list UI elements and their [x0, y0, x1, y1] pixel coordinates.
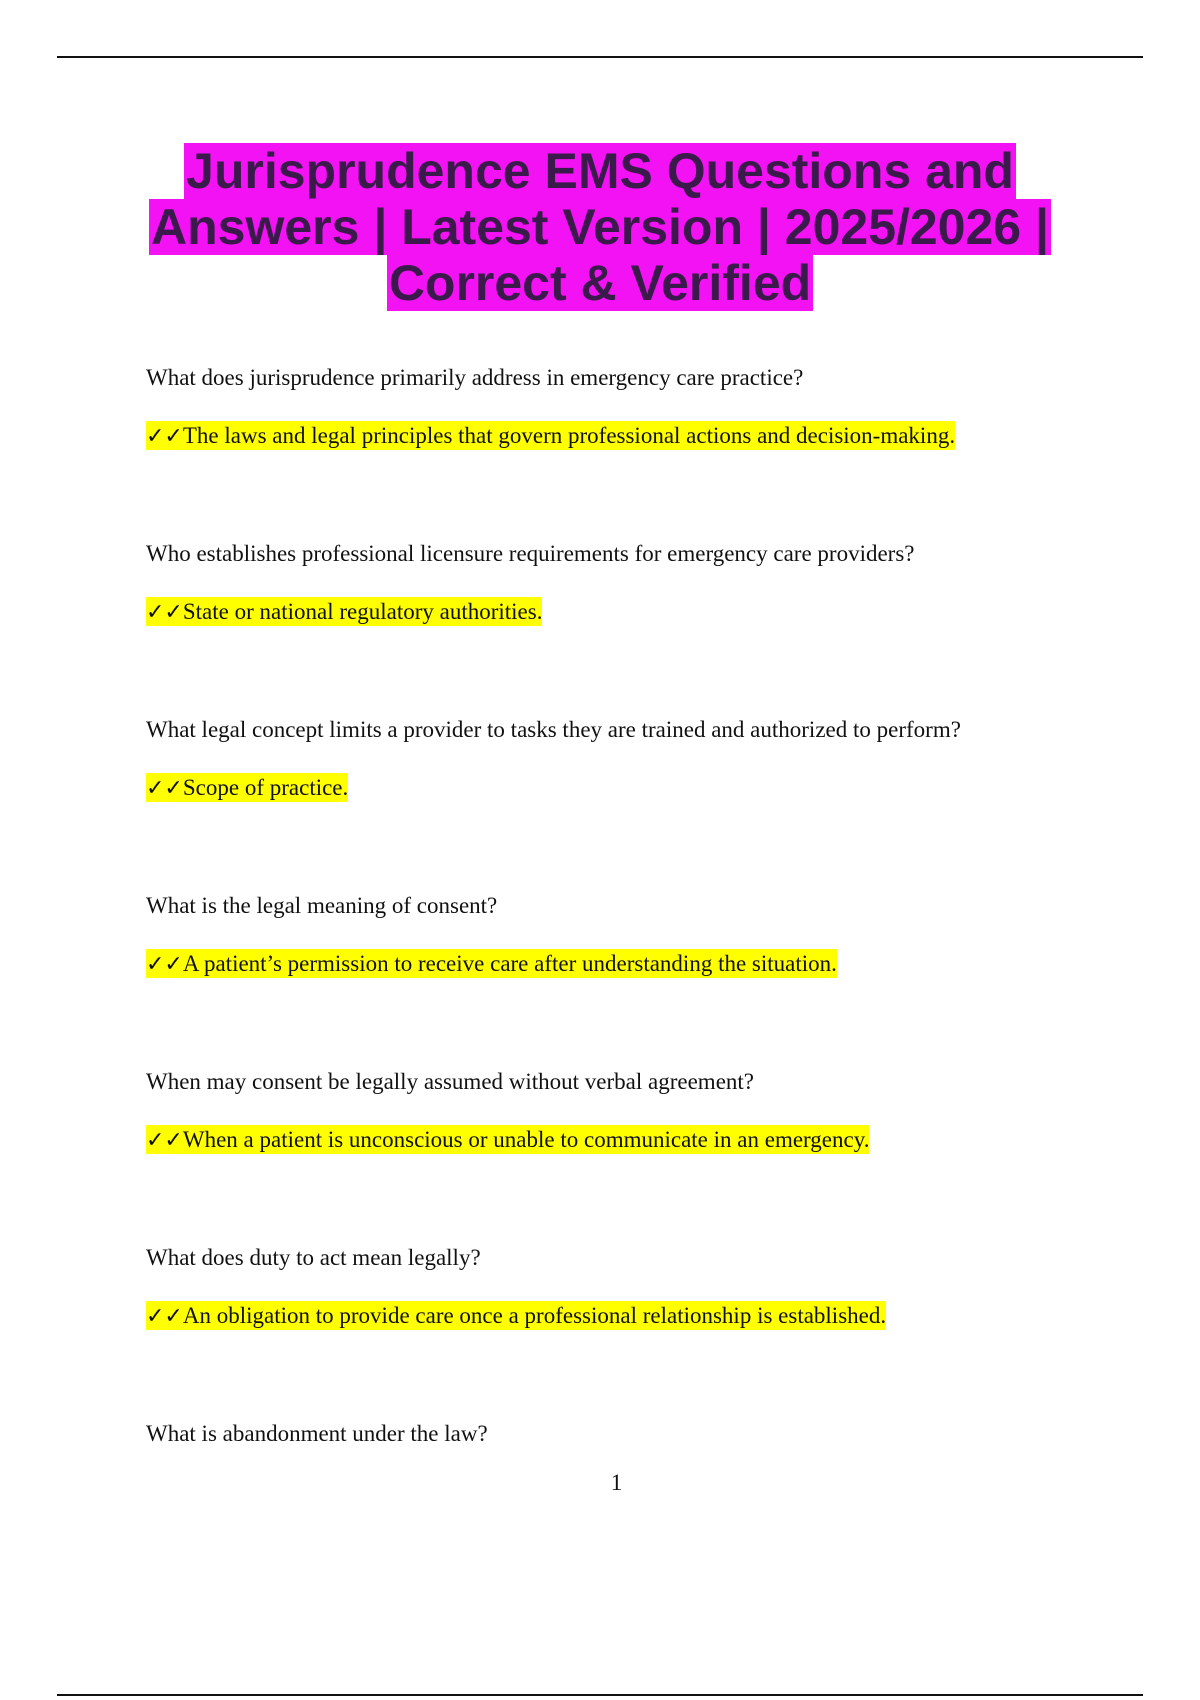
- top-rule: [57, 56, 1143, 58]
- qa-item: [146, 1242, 1096, 1418]
- checkmark-icon: ✓✓: [146, 600, 183, 625]
- question-text: Who establishes professional licensure requirements for emergency care providers?: [146, 541, 915, 566]
- answer-highlight: [146, 949, 837, 978]
- answer-line: [146, 948, 837, 981]
- question-text: When may consent be legally assumed without verbal agreement?: [146, 1069, 755, 1094]
- question-text: What does duty to act mean legally?: [146, 1245, 481, 1270]
- answer-line: [146, 772, 348, 805]
- checkmark-icon: ✓✓: [146, 1128, 183, 1153]
- title-block: [140, 143, 1060, 311]
- checkmark-icon: ✓✓: [146, 776, 183, 801]
- checkmark-icon: ✓✓: [146, 424, 183, 449]
- answer-line: [146, 420, 955, 453]
- answer-text: Scope of practice.: [182, 775, 349, 800]
- question-text: What is abandonment under the law?: [146, 1421, 488, 1446]
- checkmark-icon: ✓✓: [146, 1304, 183, 1329]
- qa-item: [146, 1418, 1096, 1594]
- answer-highlight: [146, 421, 955, 450]
- answer-highlight: [146, 1125, 869, 1154]
- answer-text: A patient’s permission to receive care after understanding the situation.: [182, 951, 837, 976]
- document-title: Jurisprudence EMS Questions and Answers | Latest Version | 2025/2026 | Correct & Verified: [151, 143, 1049, 311]
- qa-item: [146, 890, 1096, 1066]
- answer-line: [146, 1124, 869, 1157]
- answer-line: [146, 1300, 886, 1333]
- checkmark-icon: ✓✓: [146, 952, 183, 977]
- qa-item: [146, 714, 1096, 890]
- qa-item: [146, 538, 1096, 714]
- qa-list: [146, 362, 1096, 1594]
- answer-highlight: [146, 773, 348, 802]
- bottom-rule: [57, 1694, 1143, 1696]
- answer-highlight: [146, 1301, 886, 1330]
- question-text: What is the legal meaning of consent?: [146, 893, 498, 918]
- page-number: 1: [610, 1470, 623, 1495]
- answer-text: The laws and legal principles that govern professional actions and decision-making.: [182, 423, 956, 448]
- answer-highlight: [146, 597, 542, 626]
- answer-text: State or national regulatory authorities.: [182, 599, 543, 624]
- question-text: What does jurisprudence primarily address in emergency care practice?: [146, 365, 804, 390]
- qa-item: [146, 1066, 1096, 1242]
- question-text: What legal concept limits a provider to tasks they are trained and authorized to perform?: [146, 717, 961, 742]
- qa-item: [146, 362, 1096, 538]
- answer-text: When a patient is unconscious or unable to communicate in an emergency.: [182, 1127, 870, 1152]
- answer-text: An obligation to provide care once a professional relationship is established.: [182, 1303, 887, 1328]
- answer-line: [146, 596, 542, 629]
